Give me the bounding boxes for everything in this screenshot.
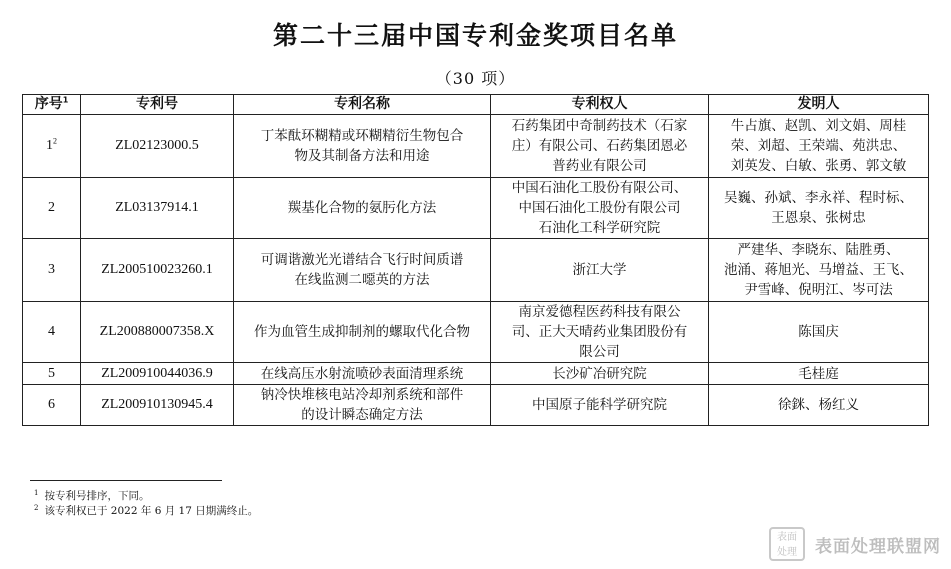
cell-line: 池涌、蒋旭光、马增益、王飞、 [724,262,913,278]
header-inventor: 发明人 [709,95,929,115]
cell-patent-name [234,115,491,178]
cell-owner [491,115,709,178]
table-row [23,239,929,302]
cell-inventor [709,363,929,385]
cell-line: 钠冷快堆核电站冷却剂系统和部件 [260,387,464,403]
cell-seq: 2 [23,178,81,239]
cell-line: 石药集团中奇制药技术（石家 [511,118,688,134]
header-patent-no: 专利号 [81,95,234,115]
cell-line: 丁苯酞环糊精或环糊精衍生物包合 [260,128,464,144]
cell-patent-name [234,302,491,363]
table-row [23,178,929,239]
cell-line: 中国石油化工股份有限公司 [518,200,681,216]
cell-line: 毛桂庭 [798,365,839,382]
cell-line: 中国原子能科学研究院 [532,397,667,413]
cell-patent-name [234,239,491,302]
patent-table [22,94,929,426]
table-row [23,363,929,385]
seq-footnote-mark: 2 [53,136,57,146]
cell-patent-name [234,363,491,385]
cell-line: 在线高压水射流喷砂表面清理系统 [260,365,464,382]
cell-line: 中国石油化工股份有限公司、 [511,180,688,196]
cell-line: 的设计瞬态确定方法 [301,407,423,423]
cell-owner [491,363,709,385]
cell-line: 司、正大天晴药业集团股份有 [511,324,688,340]
cell-inventor [709,385,929,426]
cell-line: 尹雪峰、倪明江、岑可法 [744,282,893,298]
cell-line: 牛占旗、赵凯、刘文娟、周桂 [730,118,907,134]
footnote-divider [30,480,222,481]
cell-line: 刘英发、白敏、张勇、郭文敏 [730,158,907,174]
table-body [23,115,929,426]
cell-patent-no: ZL200880007358.X [81,302,234,363]
watermark [769,527,941,561]
cell-line: 浙江大学 [572,262,627,278]
cell-owner [491,385,709,426]
cell-line: 限公司 [579,344,620,360]
footnote-1: $^1$ 按专利号排序，下同。 [34,488,150,502]
header-seq: 序号$^1$ [23,95,81,115]
header-owner: 专利权人 [491,95,709,115]
cell-owner [491,302,709,363]
cell-seq: 6 [23,385,81,426]
cell-line: 物及其制备方法和用途 [294,148,430,164]
cell-line: 羰基化合物的氨肟化方法 [287,200,437,216]
cell-line: 徐銤、杨红义 [778,397,859,413]
cell-line: 南京爱德程医药科技有限公 [518,304,681,320]
cell-patent-name [234,385,491,426]
table-header-row [23,95,929,115]
cell-inventor [709,239,929,302]
table-row [23,385,929,426]
cell-inventor [709,178,929,239]
header-patent-name: 专利名称 [234,95,491,115]
cell-line: 荣、刘超、王荣端、苑洪忠、 [730,138,907,154]
footnote-2: $^2$ 该专利权已于 2022 年 6 月 17 日期满终止。 [34,503,259,517]
watermark-text: 表面处理联盟网 [815,536,941,557]
page-title: 第二十三届中国专利金奖项目名单 [272,21,678,50]
cell-patent-no: ZL03137914.1 [81,178,234,239]
watermark-badge: 表面 处理 [769,527,805,561]
cell-line: 可调谐激光光谱结合飞行时间质谱 [260,252,464,268]
header-seq-footnote-mark: 1 [62,95,69,105]
cell-line: 长沙矿冶研究院 [552,365,647,382]
cell-seq: 4 [23,302,81,363]
cell-line: 王恩泉、张树忠 [771,210,866,226]
cell-seq: 3 [23,239,81,302]
cell-line: 石油化工科学研究院 [538,220,661,236]
cell-patent-no: ZL200510023260.1 [81,239,234,302]
table-row [23,115,929,178]
cell-owner [491,178,709,239]
cell-line: 普药业有限公司 [552,158,647,174]
cell-patent-no: ZL02123000.5 [81,115,234,178]
cell-inventor [709,302,929,363]
cell-line: 陈国庆 [798,324,839,340]
cell-patent-name [234,178,491,239]
cell-line: 庄）有限公司、石药集团恩必 [511,138,688,154]
cell-patent-no: ZL200910130945.4 [81,385,234,426]
cell-inventor [709,115,929,178]
cell-line: 在线监测二噁英的方法 [294,272,430,288]
cell-line: 严建华、李晓东、陆胜勇、 [737,242,900,258]
cell-seq: $1^2$ [23,115,81,178]
cell-seq: 5 [23,363,81,385]
cell-owner [491,239,709,302]
table-row [23,302,929,363]
cell-line: 作为血管生成抑制剂的螺取代化合物 [254,324,470,340]
cell-line: 吴巍、孙斌、李永祥、程时标、 [724,190,913,206]
cell-patent-no: ZL200910044036.9 [81,363,234,385]
page-subtitle: （30 项） [435,69,516,88]
